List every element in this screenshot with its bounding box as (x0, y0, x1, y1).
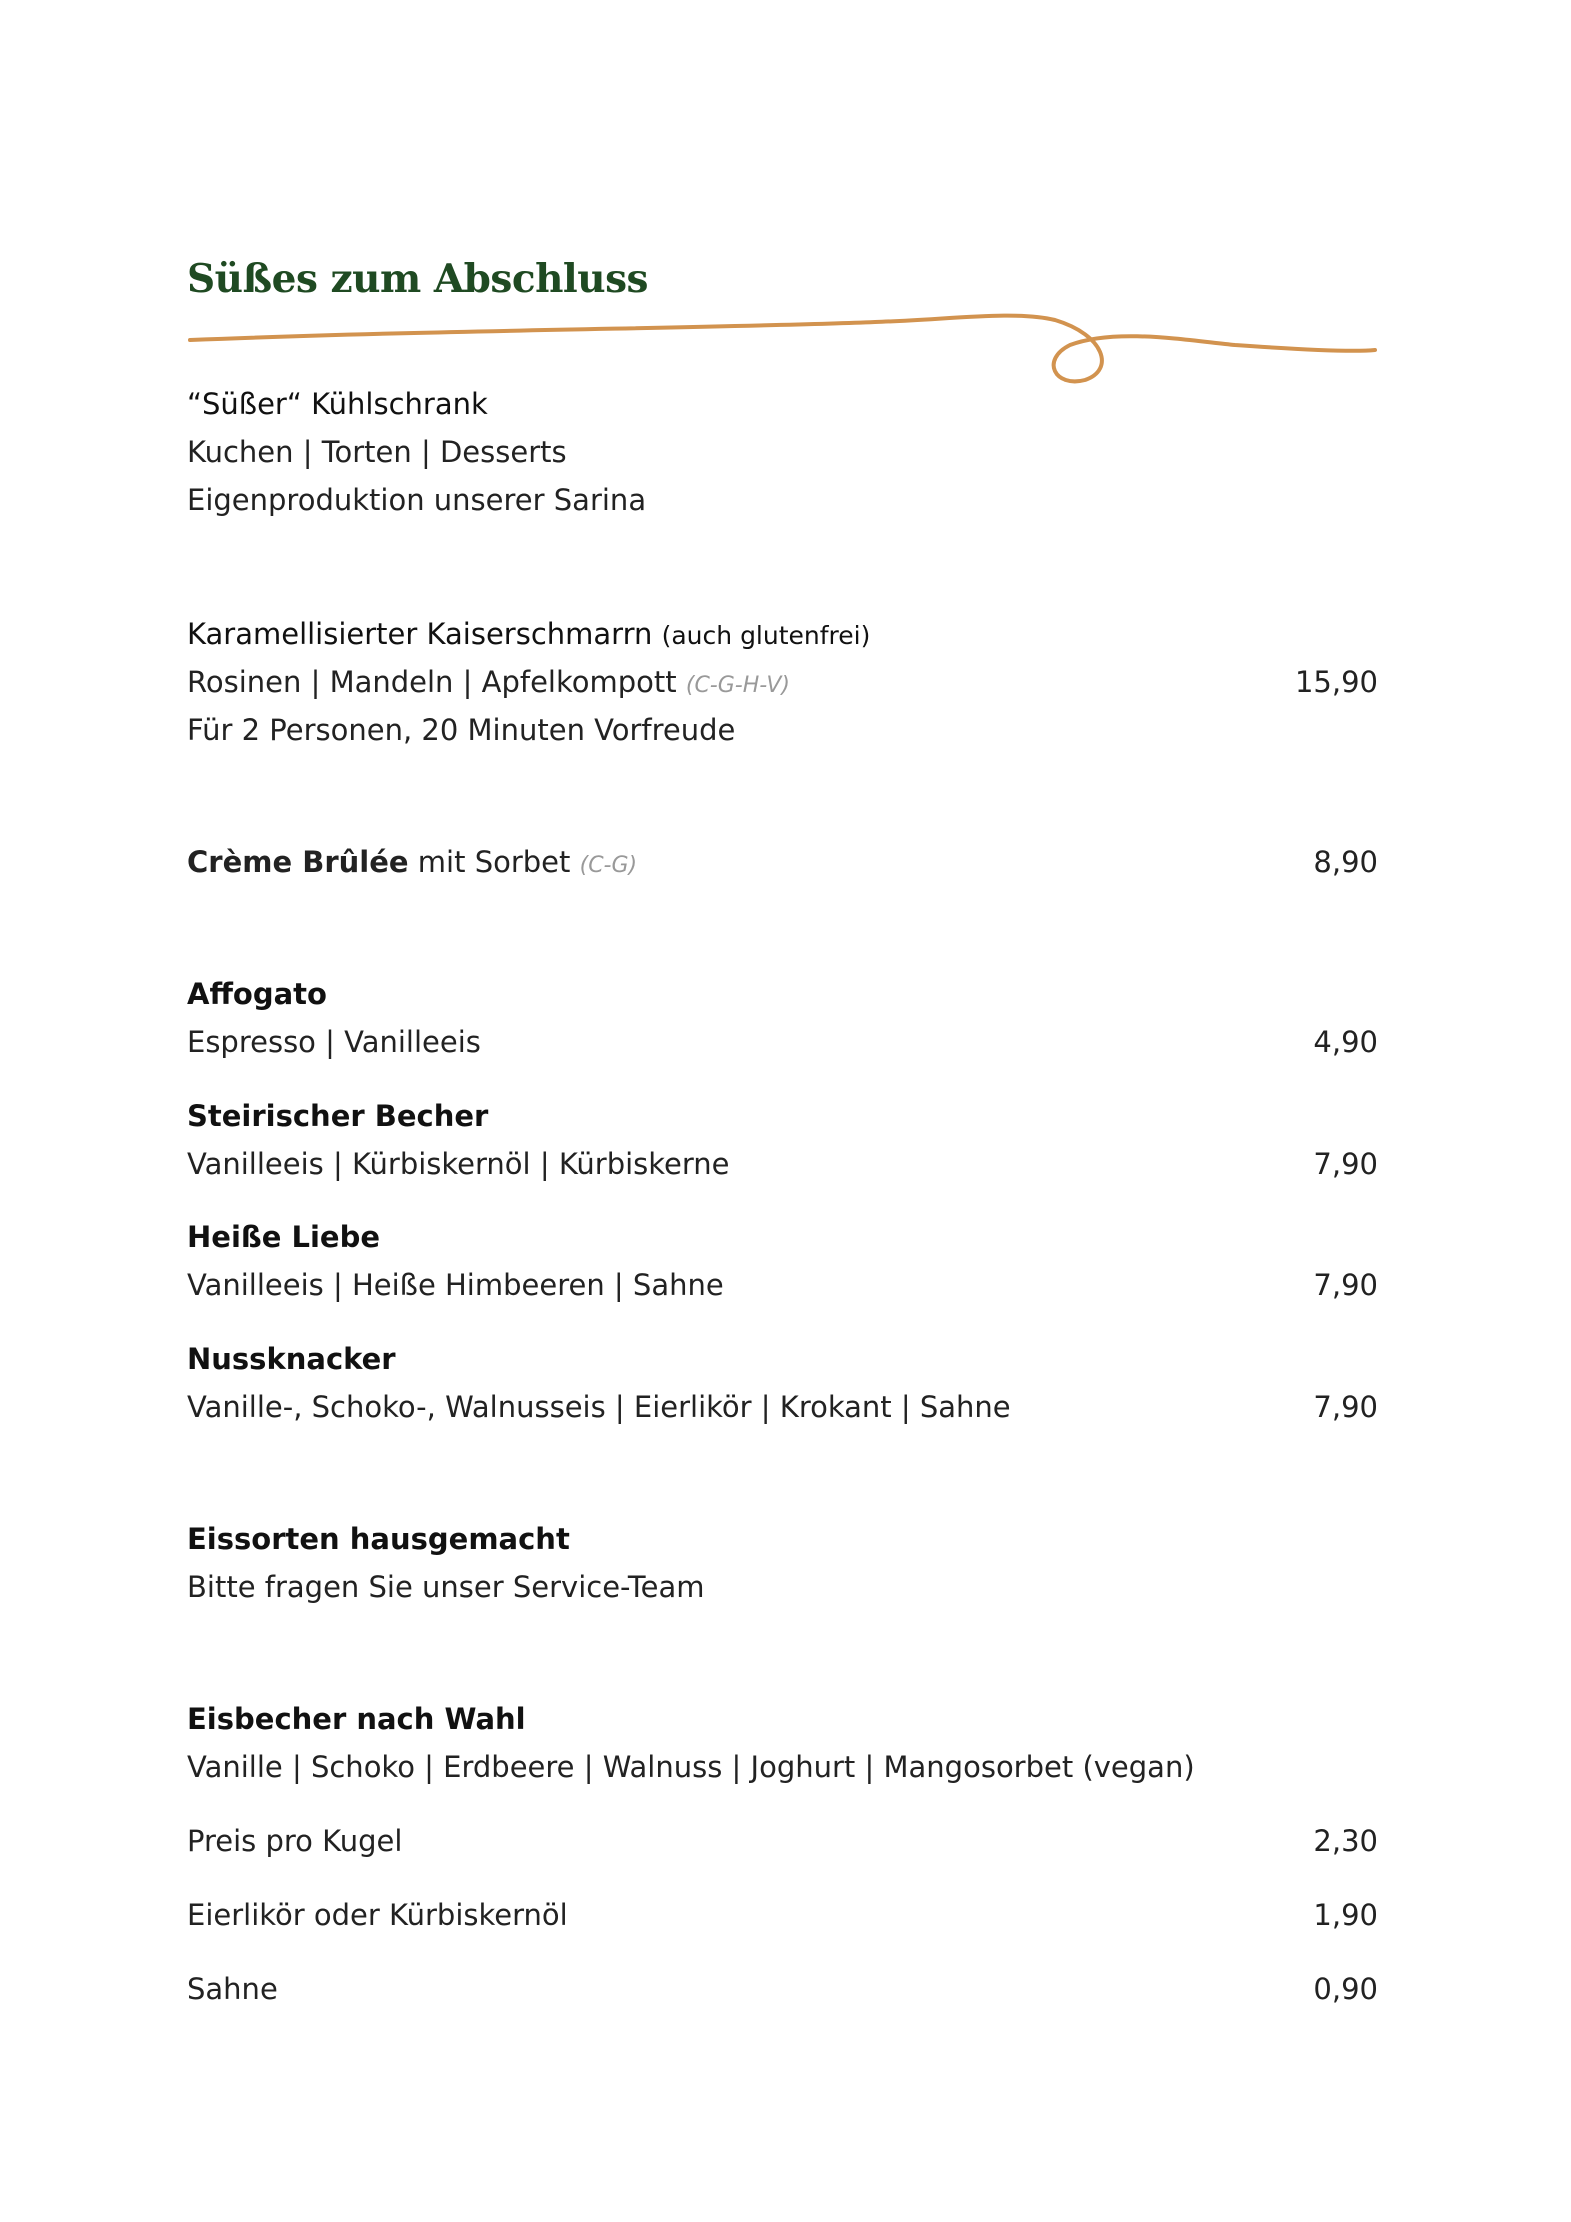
item-heisse-liebe-desc: Vanilleeis | Heiße Himbeeren | Sahne (187, 1268, 724, 1302)
item-name: Affogato (187, 977, 327, 1011)
price-per-scoop-label: Preis pro Kugel (187, 1824, 403, 1858)
item-name: Eisbecher nach Wahl (187, 1702, 526, 1736)
allergen-codes: (C-G) (579, 853, 638, 878)
item-name: Eissorten hausgemacht (187, 1522, 570, 1556)
item-nussknacker-desc: Vanille-, Schoko-, Walnusseis | Eierlikör | Krokant | Sahne (187, 1390, 1011, 1424)
item-name: Nussknacker (187, 1342, 396, 1376)
item-eissorten-desc: Bitte fragen Sie unser Service-Team (187, 1570, 705, 1604)
item-affogato-desc: Espresso | Vanilleeis (187, 1025, 481, 1059)
item-heisse-liebe-name (187, 1217, 1378, 1257)
item-creme-brulee (187, 842, 1378, 886)
item-suffix: mit Sorbet (417, 845, 571, 879)
extra-eierlikoer-price: 1,90 (1313, 1898, 1378, 1932)
item-name: Karamellisierter Kaiserschmarrn (187, 617, 653, 651)
item-eissorten-name (187, 1519, 1378, 1559)
item-kaiserschmarrn-heading (187, 614, 1378, 656)
item-name: Crème Brûlée (187, 845, 409, 879)
item-nussknacker-name (187, 1339, 1378, 1379)
item-price: 15,90 (1294, 665, 1378, 699)
extra-eierlikoer-label: Eierlikör oder Kürbiskernöl (187, 1898, 568, 1932)
item-price: 7,90 (1313, 1390, 1378, 1424)
item-name: Steirischer Becher (187, 1099, 489, 1133)
allergen-codes: (C-G-H-V) (685, 673, 790, 698)
item-steirischer-desc: Vanilleeis | Kürbiskernöl | Kürbiskerne (187, 1147, 730, 1181)
item-steirischer-name (187, 1096, 1378, 1136)
item-name: “Süßer“ Kühlschrank (187, 387, 488, 421)
item-kuehlschrank-name (187, 384, 1378, 424)
item-price: 7,90 (1313, 1147, 1378, 1181)
item-eisbecher-desc: Vanille | Schoko | Erdbeere | Walnuss | Joghurt | Mangosorbet (vegan) (187, 1750, 1195, 1784)
extra-sahne-label: Sahne (187, 1972, 278, 2006)
item-kaiserschmarrn-desc-1 (187, 662, 1378, 706)
item-note: (auch glutenfrei) (661, 621, 871, 650)
item-price: 7,90 (1313, 1268, 1378, 1302)
price-per-scoop: 2,30 (1313, 1824, 1378, 1858)
item-kuehlschrank-desc-1: Kuchen | Torten | Desserts (187, 435, 567, 469)
item-affogato-name (187, 974, 1378, 1014)
item-price: 4,90 (1313, 1025, 1378, 1059)
item-price: 8,90 (1313, 845, 1378, 879)
item-kaiserschmarrn-desc-2: Für 2 Personen, 20 Minuten Vorfreude (187, 713, 736, 747)
page-title: Süßes zum Abschluss (187, 256, 649, 302)
item-eisbecher-name (187, 1699, 1378, 1739)
item-desc: Rosinen | Mandeln | Apfelkompott (187, 665, 677, 699)
item-kuehlschrank-desc-2: Eigenproduktion unserer Sarina (187, 483, 647, 517)
item-name: Heiße Liebe (187, 1220, 381, 1254)
extra-sahne-price: 0,90 (1313, 1972, 1378, 2006)
